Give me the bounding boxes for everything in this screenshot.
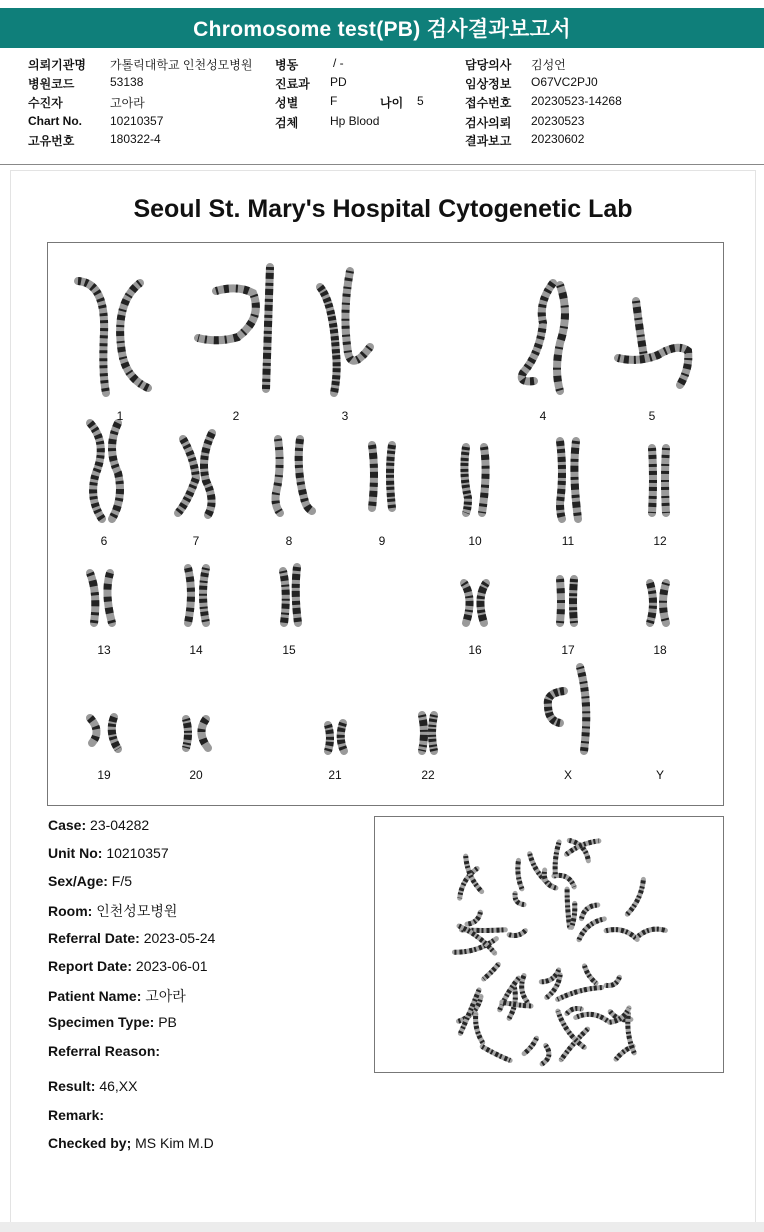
hospital-code-value: 53138 (110, 75, 144, 89)
chromosome-label: 3 (341, 409, 349, 423)
case-field (48, 873, 132, 889)
metaphase-chromosome (582, 905, 598, 919)
chromosome (390, 445, 392, 508)
sex-value: F (330, 94, 338, 108)
ward-value: / - (333, 56, 344, 70)
chromosome-label: 9 (378, 534, 386, 548)
metaphase-chromosome (567, 1008, 581, 1013)
metaphase-chromosome (541, 970, 558, 982)
patient-value: 고아라 (110, 96, 145, 110)
lab-title: Seoul St. Mary's Hospital Cytogenetic Lab (133, 195, 633, 223)
metaphase-chromosome (524, 1038, 536, 1053)
chromosome (276, 439, 281, 513)
case-field-value: 10210357 (102, 845, 169, 861)
metaphase-chromosome (638, 929, 665, 936)
result-date-value: 20230602 (531, 132, 585, 146)
chromosome (112, 717, 118, 749)
case-field (48, 958, 208, 974)
chromosome (522, 283, 553, 381)
chromosome (186, 719, 188, 748)
chromosome (299, 439, 312, 511)
dept-label: 진료과 (275, 77, 310, 91)
chromosome-label: Y (655, 768, 664, 782)
unique-label: 고유번호 (28, 134, 75, 148)
metaphase-chromosome (627, 879, 643, 914)
case-field (48, 986, 186, 1006)
info-row (0, 94, 764, 112)
chromosome-label: 11 (561, 534, 575, 548)
chromosome (120, 283, 148, 388)
chromosome-label: 22 (421, 768, 435, 782)
chromosome-label: 10 (468, 534, 482, 548)
chromosome (580, 667, 586, 751)
patient-info-header (0, 56, 764, 165)
unique-value: 180322-4 (110, 132, 161, 146)
chromosome (573, 579, 574, 623)
chromosome-label: 16 (468, 643, 482, 657)
metaphase-chromosome (558, 988, 602, 1000)
case-field (48, 1135, 214, 1151)
receipt-value: 20230523-14268 (531, 94, 622, 108)
metaphase-panel (374, 816, 724, 1073)
chromosome (652, 448, 653, 513)
request-label: 검사의뢰 (465, 116, 512, 130)
metaphase-chromosome (554, 875, 574, 886)
chromosome-label: 5 (648, 409, 656, 423)
chromosome (618, 348, 688, 385)
chromosome-label: 21 (328, 768, 342, 782)
info-row (0, 114, 764, 132)
metaphase-chromosome (585, 966, 597, 983)
case-field-key: Result: (48, 1078, 96, 1094)
metaphase-chromosome (518, 860, 522, 888)
case-field-value: 2023-06-01 (132, 958, 208, 974)
case-field-value: 2023-05-24 (139, 930, 216, 946)
case-field-key: Checked by; (48, 1135, 132, 1151)
chromosome-label: 20 (189, 768, 203, 782)
chromosome (204, 433, 212, 515)
metaphase-chromosome (476, 1014, 483, 1043)
metaphase-chromosome (542, 1045, 549, 1064)
chromosome (201, 719, 208, 748)
receipt-label: 접수번호 (465, 96, 512, 110)
karyotype-panel (47, 242, 724, 806)
chromosome (320, 287, 337, 393)
chromosome (574, 441, 578, 519)
chromosome-label: 8 (285, 534, 293, 548)
report-body (10, 170, 756, 1224)
doctor-value: 김성언 (531, 58, 566, 72)
metaphase-chromosome (509, 931, 525, 936)
metaphase-chromosome (482, 1047, 510, 1061)
chromosome (328, 725, 330, 751)
chromosome (480, 583, 486, 623)
chromosome (178, 439, 196, 513)
info-row (0, 75, 764, 93)
chromosome (650, 583, 653, 623)
case-field (48, 817, 149, 833)
chromosome-label: 14 (189, 643, 203, 657)
info-row (0, 132, 764, 150)
metaphase-chromosome (576, 1014, 608, 1020)
case-field-key: Patient Name: (48, 988, 142, 1004)
chromosome (548, 691, 564, 723)
case-field-key: Report Date: (48, 958, 133, 974)
chromosome-label: 18 (653, 643, 667, 657)
chromosome (560, 441, 562, 519)
chromosome (107, 573, 112, 623)
case-field (48, 1014, 177, 1030)
age-value: 5 (417, 94, 424, 108)
chromosome (90, 423, 102, 519)
hospital-code-label: 병원코드 (28, 77, 75, 91)
karyotype-image (48, 243, 723, 805)
chromosome (560, 579, 561, 623)
case-field (48, 1107, 104, 1123)
chromosome (432, 715, 434, 751)
institution-value: 가톨릭대학교 인천성모병원 (110, 58, 253, 72)
report-title-bar (0, 8, 764, 48)
metaphase-chromosome (606, 930, 637, 940)
case-field-key: Sex/Age: (48, 873, 108, 889)
metaphase-chromosome (515, 893, 524, 904)
case-field-key: Remark: (48, 1107, 105, 1123)
case-field-key: Specimen Type: (48, 1014, 155, 1030)
page-bottom-strip (0, 1222, 764, 1232)
chromosome-label: 17 (561, 643, 575, 657)
chromosome (482, 447, 486, 513)
case-field-key: Referral Date: (48, 930, 140, 946)
case-field-value: 인천성모병원 (92, 903, 178, 919)
case-field-value: F/5 (107, 873, 133, 889)
clinical-value: O67VC2PJ0 (531, 75, 598, 89)
metaphase-chromosome (555, 842, 559, 874)
chromosome (636, 301, 644, 357)
chromosome-label: X (563, 768, 572, 782)
chromosome (663, 583, 666, 623)
chromosome (188, 568, 191, 623)
metaphase-spread-image (375, 817, 723, 1072)
chromosome (464, 583, 470, 623)
case-field-value: 23-04282 (86, 817, 150, 833)
case-field-value: 고아라 (141, 988, 186, 1004)
dept-value: PD (330, 75, 347, 89)
chromosome (665, 448, 666, 513)
metaphase-chromosome (484, 964, 499, 979)
chromosome-label: 13 (97, 643, 111, 657)
info-row (0, 56, 764, 74)
case-field (48, 1078, 137, 1094)
metaphase-chromosome (606, 977, 619, 985)
chromosome (283, 571, 286, 623)
chromosome (266, 267, 270, 389)
result-date-label: 결과보고 (465, 134, 512, 148)
chromosome-label: 2 (232, 409, 240, 423)
clinical-label: 임상정보 (465, 77, 512, 91)
chromosome-label: 12 (653, 534, 667, 548)
case-field-key: Referral Reason: (48, 1043, 161, 1059)
case-field-value: MS Kim M.D (131, 1135, 214, 1151)
chromosome (372, 445, 374, 508)
chromosome (345, 271, 370, 361)
metaphase-chromosome (467, 912, 480, 924)
chart-value: 10210357 (110, 114, 164, 128)
chromosome (112, 423, 120, 519)
chromosome (90, 573, 95, 623)
case-field (48, 930, 215, 946)
case-field (48, 1043, 160, 1059)
specimen-label: 검체 (275, 116, 299, 130)
chromosome (464, 447, 468, 513)
chromosome-label: 4 (539, 409, 547, 423)
request-value: 20230523 (531, 114, 585, 128)
case-field-key: Unit No: (48, 845, 103, 861)
metaphase-chromosome (567, 889, 570, 927)
chromosome (198, 288, 256, 340)
chromosome (341, 723, 344, 751)
case-field-value: 46,XX (95, 1078, 138, 1094)
case-field-key: Case: (48, 817, 87, 833)
chromosome-label: 7 (192, 534, 200, 548)
case-field-key: Room: (48, 903, 93, 919)
chromosome (203, 568, 206, 623)
chromosome-label: 1 (116, 409, 124, 423)
metaphase-chromosome (522, 976, 528, 1003)
institution-label: 의뢰기관명 (28, 58, 86, 72)
age-label: 나이 (380, 96, 404, 110)
chromosome (557, 285, 565, 391)
chromosome (78, 281, 106, 393)
chromosome-label: 6 (100, 534, 108, 548)
chart-label: Chart No. (28, 114, 82, 128)
chromosome (422, 715, 424, 751)
metaphase-chromosome (572, 903, 575, 927)
doctor-label: 담당의사 (465, 58, 512, 72)
ward-label: 병동 (275, 58, 299, 72)
case-field (48, 901, 177, 921)
patient-label: 수진자 (28, 96, 63, 110)
chromosome (90, 718, 97, 743)
sex-label: 성별 (275, 96, 299, 110)
case-field (48, 845, 169, 861)
report-title: Chromosome test(PB) 검사결과보고서 (193, 18, 571, 41)
chromosome-label: 15 (282, 643, 296, 657)
specimen-value: Hp Blood (330, 114, 380, 128)
metaphase-chromosome (579, 919, 604, 940)
chromosome-label: 19 (97, 768, 111, 782)
case-field-value: PB (154, 1014, 177, 1030)
chromosome (296, 567, 298, 623)
